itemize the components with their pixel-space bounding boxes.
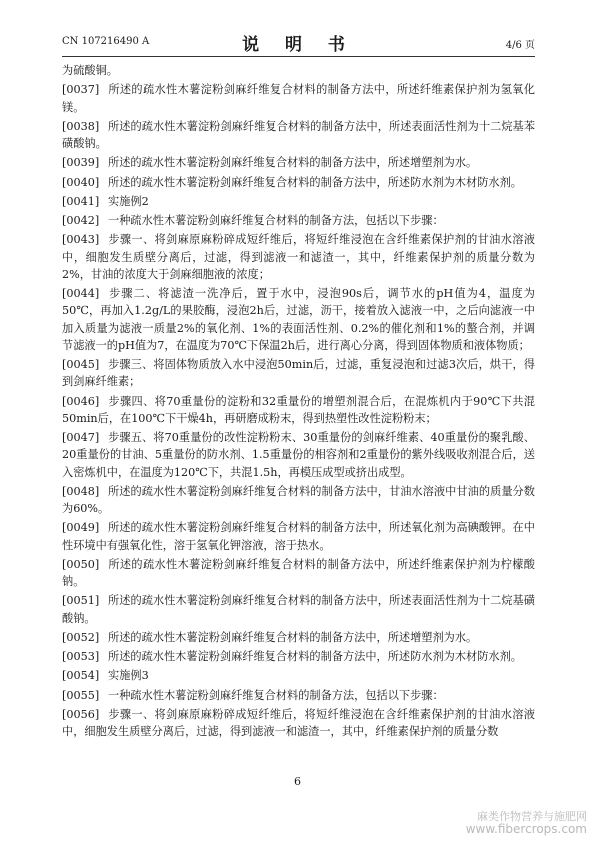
paragraph-number: [0043] — [62, 233, 100, 247]
paragraph-number: [0038] — [62, 119, 100, 133]
paragraph-text: 一种疏水性木薯淀粉剑麻纤维复合材料的制备方法，包括以下步骤： — [108, 214, 444, 228]
page-indicator: 4/6 页 — [505, 40, 535, 51]
paragraph — [62, 154, 535, 171]
paragraph-number: [0053] — [62, 650, 100, 664]
paragraph-number: [0056] — [62, 707, 100, 721]
paragraph — [62, 285, 535, 354]
paragraph-text: 所述的疏水性木薯淀粉剑麻纤维复合材料的制备方法中，所述纤维素保护剂为氢氧化镁。 — [62, 83, 535, 114]
paragraph-number: [0044] — [62, 287, 100, 301]
paragraph — [62, 592, 535, 626]
paragraph-text: 所述的疏水性木薯淀粉剑麻纤维复合材料的制备方法中，所述增塑剂为水。 — [108, 156, 478, 170]
page-number: 6 — [294, 775, 301, 788]
paragraph — [62, 393, 535, 427]
paragraph-number: [0039] — [62, 156, 100, 170]
paragraph-number: [0047] — [62, 431, 100, 445]
watermark-title: 麻类作物营养与施肥网 — [477, 810, 587, 823]
paragraph-number: [0055] — [62, 688, 100, 702]
paragraph — [62, 667, 535, 684]
paragraph-text: 所述的疏水性木薯淀粉剑麻纤维复合材料的制备方法中，所述防水剂为木材防水剂。 — [108, 175, 522, 189]
paragraph-number: [0048] — [62, 484, 100, 498]
paragraph-text: 步骤一、将剑麻原麻粉碎成短纤维后，将短纤维浸泡在含纤维素保护剂的甘油水溶液中，细胞发生质壁分离后，过滤，得到滤液一和滤渣一，其中，纤维素保护剂的质量分数为2%，甘油的浓度大于剑麻细胞液的浓度； — [62, 233, 535, 281]
paragraph-number: [0051] — [62, 594, 100, 608]
paragraph-number: [0052] — [62, 630, 100, 644]
paragraph — [62, 118, 535, 152]
doc-number: CN 107216490 A — [62, 36, 150, 47]
paragraph — [62, 556, 535, 590]
paragraph — [62, 483, 535, 517]
paragraph-text: 步骤三、将固体物质放入水中浸泡50min后，过滤，重复浸泡和过滤3次后，烘干，得到剑麻纤维素； — [62, 358, 535, 389]
document-body — [62, 62, 535, 742]
paragraph-text: 所述的疏水性木薯淀粉剑麻纤维复合材料的制备方法中，所述纤维素保护剂为柠檬酸钠。 — [62, 557, 535, 588]
paragraph-number: [0049] — [62, 521, 100, 535]
paragraph-number: [0054] — [62, 669, 100, 683]
paragraph-number: [0050] — [62, 557, 100, 571]
paragraph-number: [0046] — [62, 394, 100, 408]
paragraph — [62, 174, 535, 191]
page-title: 说 明 书 — [242, 35, 355, 55]
paragraph-text: 为硫酸铜。 — [62, 64, 118, 77]
paragraph-text: 所述的疏水性木薯淀粉剑麻纤维复合材料的制备方法中，甘油水溶液中甘油的质量分数为60%。 — [62, 484, 535, 515]
paragraph-text: 所述的疏水性木薯淀粉剑麻纤维复合材料的制备方法中，所述增塑剂为水。 — [108, 630, 478, 644]
paragraph-text: 实施例3 — [108, 669, 149, 683]
paragraph — [62, 193, 535, 210]
paragraph-text: 步骤一、将剑麻原麻粉碎成短纤维后，将短纤维浸泡在含纤维素保护剂的甘油水溶液中，细胞发生质壁分离后，过滤，得到滤液一和滤渣一，其中，纤维素保护剂的质量分数 — [62, 707, 535, 739]
paragraph — [62, 81, 535, 115]
paragraph-number: [0042] — [62, 214, 100, 228]
paragraph — [62, 519, 535, 553]
paragraph-text: 所述的疏水性木薯淀粉剑麻纤维复合材料的制备方法中，所述氧化剂为高碘酸钾。在中性环境中有强氧化性，溶于氢氧化钾溶液，溶于热水。 — [62, 521, 535, 552]
paragraph — [62, 687, 535, 704]
paragraph — [62, 706, 535, 740]
paragraph — [62, 356, 535, 390]
paragraph-text: 步骤四、将70重量份的淀粉和32重量份的增塑剂混合后，在混炼机内于90℃下共混50min后，在100℃下干燥4h，再研磨成粉末，得到热塑性改性淀粉粉末； — [62, 394, 535, 425]
paragraph — [62, 648, 535, 665]
paragraph-text: 所述的疏水性木薯淀粉剑麻纤维复合材料的制备方法中，所述表面活性剂为十二烷基苯磺酸钠。 — [62, 119, 535, 150]
paragraph-number: [0040] — [62, 175, 100, 189]
paragraph-text: 步骤五、将70重量份的改性淀粉粉末、30重量份的剑麻纤维素、40重量份的聚乳酸、20重量份的甘油、5重量份的防水剂、1.5重量份的相容剂和2重量份的紫外线吸收剂混合后，送入密炼机中，在温度为120℃下，共混1.5h，再模压成型或挤出成型。 — [62, 431, 535, 479]
paragraph-number: [0045] — [62, 358, 100, 372]
paragraph — [62, 62, 535, 79]
paragraph-text: 步骤二、将滤渣一洗净后，置于水中，浸泡90s后，调节水的pH值为4，温度为50℃，再加入1.2g/L的果胶酶，浸泡2h后，过滤，沥干，接着放入滤液一中，之后向滤液一中加入质量为滤液一质量2%的氧化剂、1%的表面活性剂、0.2%的催化剂和1%的螯合剂，并调节滤液一的pH值为7，在温度为70℃下保温2h后，进行离心分离，得到固体物质和液体物质； — [62, 287, 535, 352]
paragraph-number: [0037] — [62, 83, 100, 97]
paragraph — [62, 231, 535, 283]
paragraph-number: [0041] — [62, 194, 100, 208]
paragraph-text: 所述的疏水性木薯淀粉剑麻纤维复合材料的制备方法中，所述表面活性剂为十二烷基磺酸钠。 — [62, 594, 535, 625]
paragraph — [62, 212, 535, 229]
page-header — [62, 30, 535, 55]
paragraph-text: 实施例2 — [108, 194, 149, 208]
paragraph-text: 所述的疏水性木薯淀粉剑麻纤维复合材料的制备方法中，所述防水剂为木材防水剂。 — [108, 650, 522, 664]
header-rule — [62, 56, 535, 57]
paragraph-text: 一种疏水性木薯淀粉剑麻纤维复合材料的制备方法，包括以下步骤： — [108, 688, 444, 702]
paragraph — [62, 629, 535, 646]
watermark-url: www.fibercrops.com — [465, 822, 587, 836]
paragraph — [62, 429, 535, 481]
